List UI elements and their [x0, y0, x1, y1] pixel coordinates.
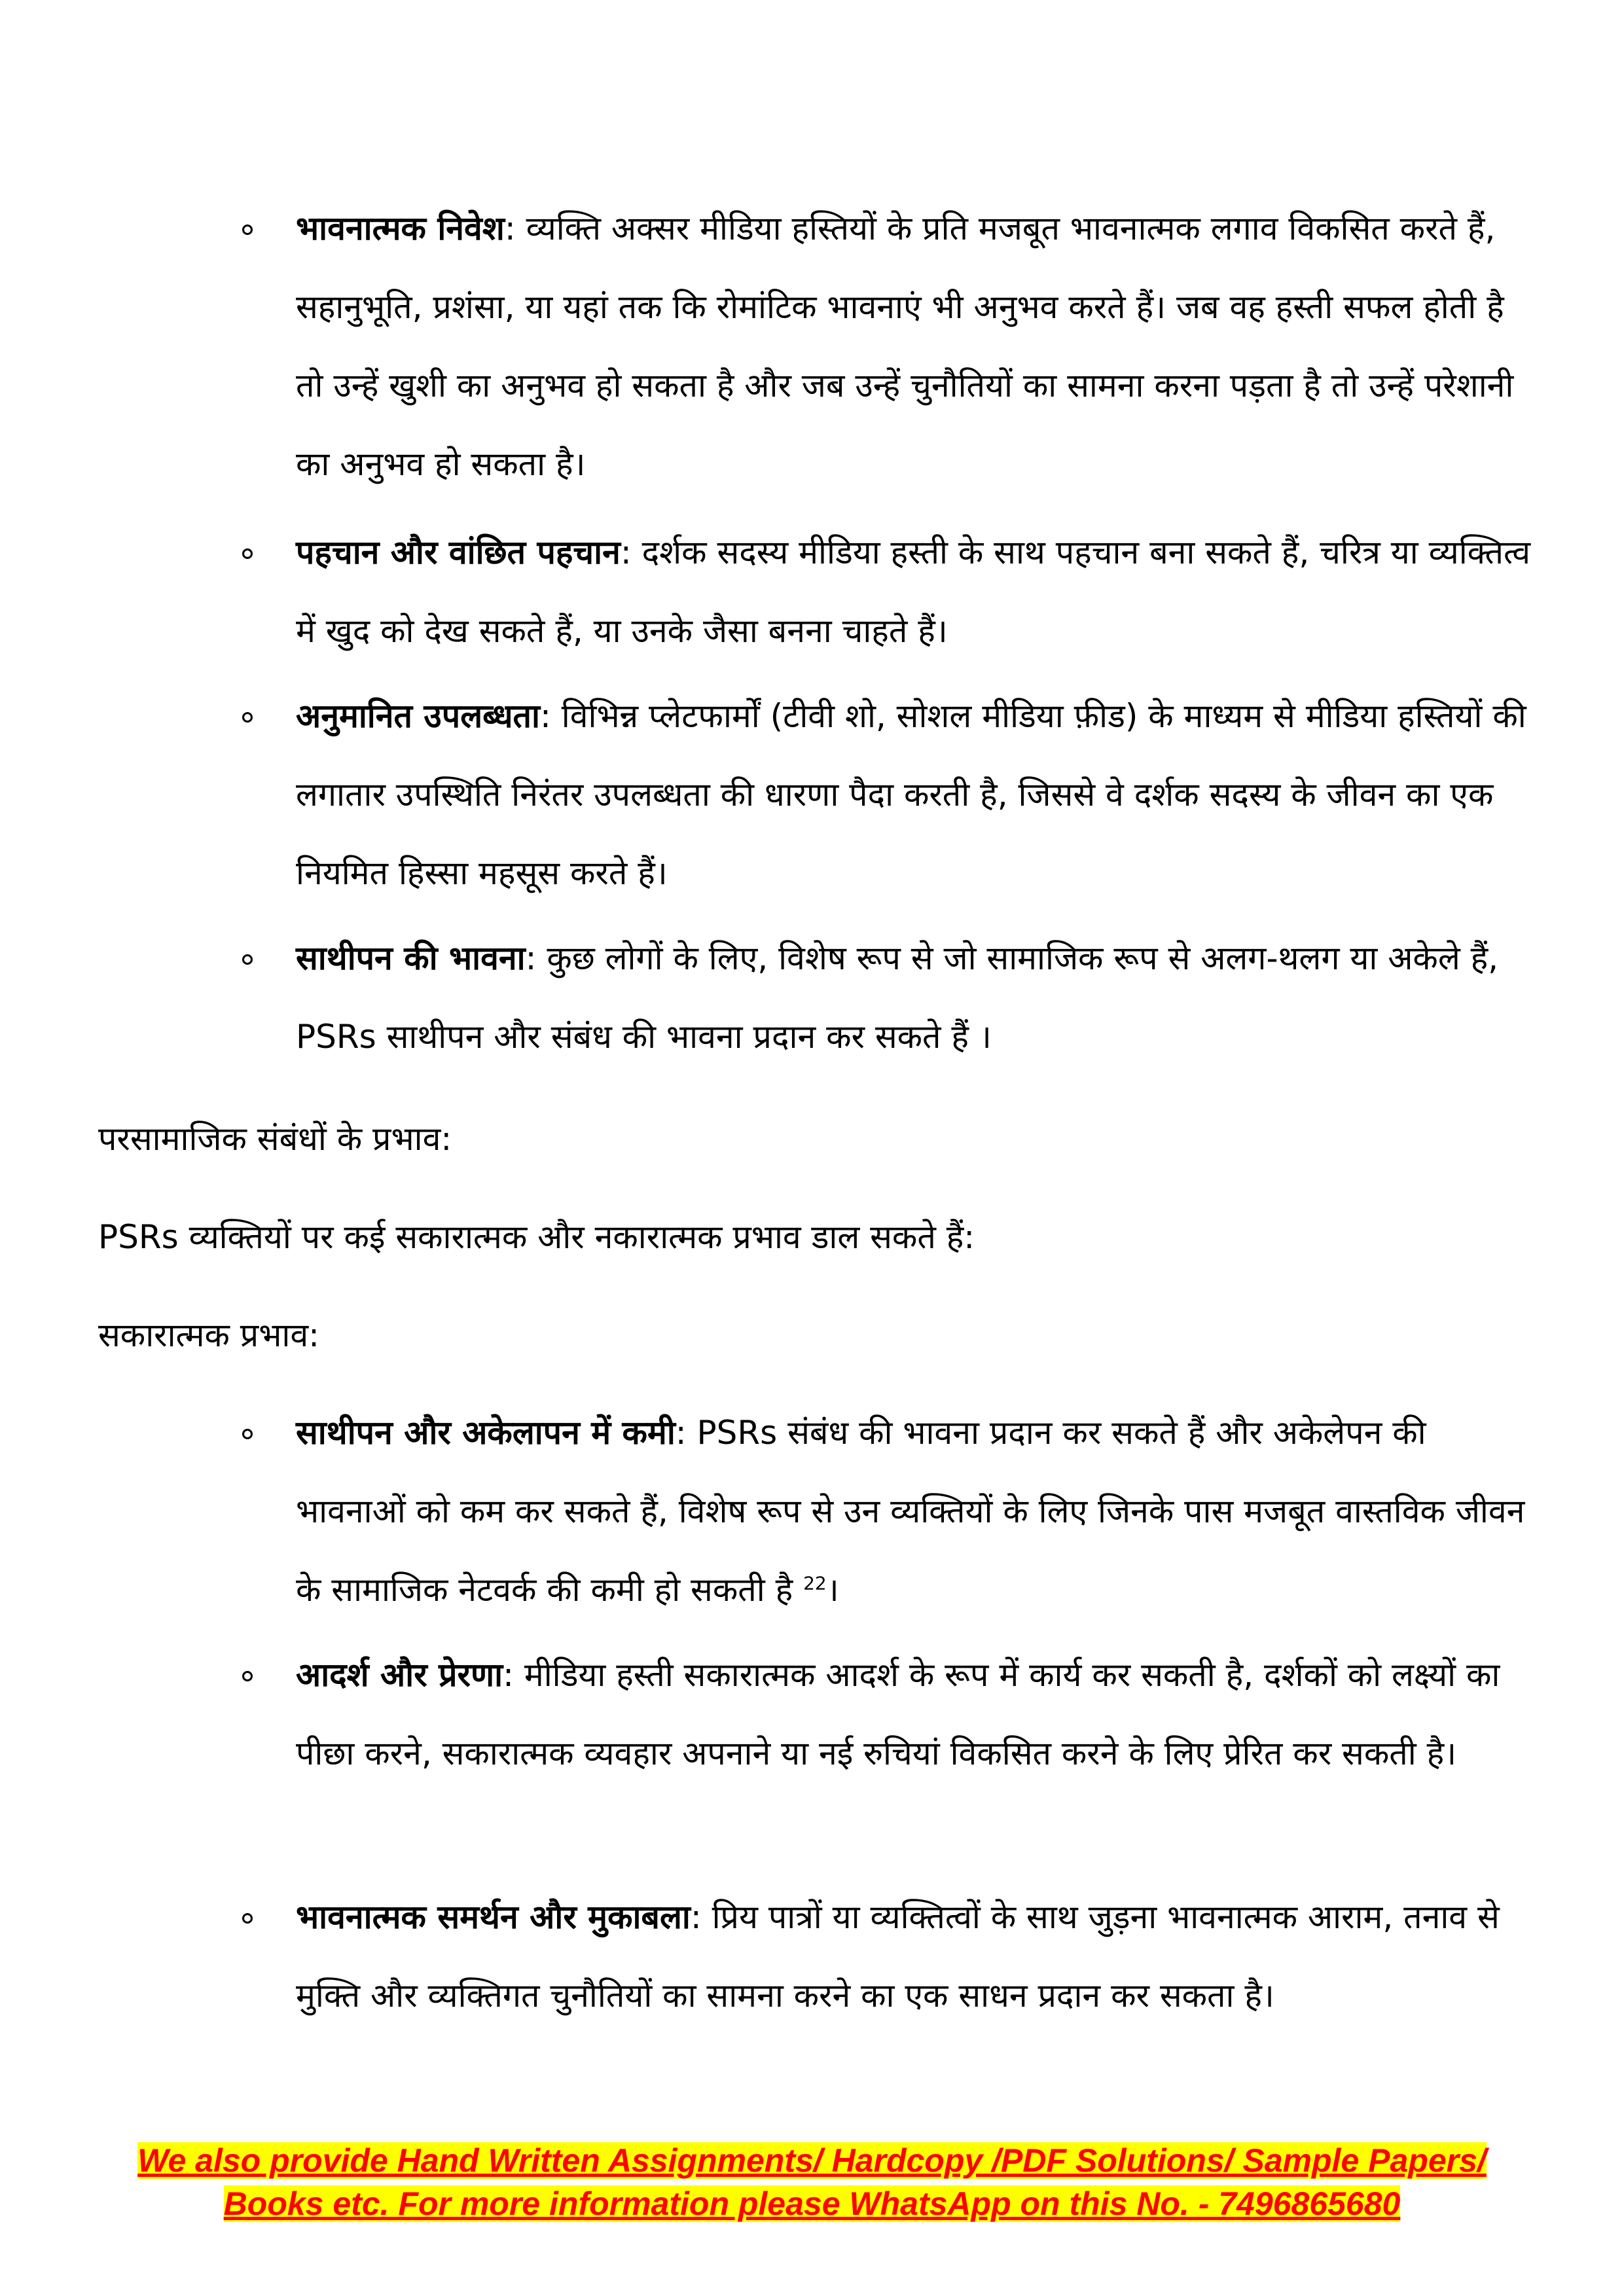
bullet-body: : कुछ लोगों के लिए, विशेष रूप से जो सामाजिक रूप से अलग-थलग या अकेले हैं, PSRs साथीपन और संबंध की भावना प्रदान कर सकते हैं ।	[296, 939, 1499, 1056]
footer-line-1: We also provide Hand Written Assignments/ Hardcopy /PDF Solutions/ Sample Papers/	[137, 2142, 1487, 2179]
heading-effects: परसामाजिक संबंधों के प्रभाव:	[98, 1120, 452, 1158]
bullet-title: आदर्श और प्रेरणा	[296, 1656, 503, 1694]
bullet-title: भावनात्मक निवेश	[296, 209, 505, 247]
bullet-body: : व्यक्ति अक्सर मीडिया हस्तियों के प्रति मजबूत भावनात्मक लगाव विकसित करते हैं, सहानुभूति, प्रशंसा, या यहां तक कि रोमांटिक भावनाएं भी अनुभव करते हैं। जब वह हस्ती सफल होती है तो उन्हें खुशी का अनुभव हो सकता है और जब उन्हें चुनौतियों का सामना करना पड़ता है तो उन्हें परेशानी का अनुभव हो सकता है।	[296, 209, 1514, 483]
bullet-body: : प्रिय पात्रों या व्यक्तित्वों के साथ जुड़ना भावनात्मक आराम, तनाव से मुक्ति और व्यक्तिगत चुनौतियों का सामना करने का एक साधन प्रदान कर सकता है।	[296, 1898, 1500, 2015]
bullet-circle-icon	[242, 548, 253, 559]
bullet-title: भावनात्मक समर्थन और मुकाबला	[296, 1898, 691, 1936]
bullet-circle-icon	[242, 1429, 253, 1439]
bullet-circle-icon	[242, 712, 253, 723]
bullet-title: पहचान और वांछित पहचान	[296, 533, 621, 571]
bullet-circle-icon	[242, 1671, 253, 1681]
intro-line: PSRs व्यक्तियों पर कई सकारात्मक और नकारात्मक प्रभाव डाल सकते हैं:	[98, 1218, 975, 1256]
bullet-title: साथीपन और अकेलापन में कमी	[296, 1414, 676, 1452]
bullet-circle-icon	[242, 954, 253, 965]
bullet-body: : मीडिया हस्ती सकारात्मक आदर्श के रूप में कार्य कर सकती है, दर्शकों को लक्ष्यों का पीछा करने, सकारात्मक व्यवहार अपनाने या नई रुचियां विकसित करने के लिए प्रेरित कर सकती है।	[296, 1656, 1500, 1772]
bullet-title: साथीपन की भावना	[296, 939, 526, 977]
bullet-body: : दर्शक सदस्य मीडिया हस्ती के साथ पहचान बना सकते हैं, चरित्र या व्यक्तित्व में खुद को देख सकते हैं, या उनके जैसा बनना चाहते हैं।	[296, 533, 1531, 650]
bullet-circle-icon	[242, 224, 253, 235]
bullet-body: : विभिन्न प्लेटफार्मों (टीवी शो, सोशल मीडिया फ़ीड) के माध्यम से मीडिया हस्तियों की लगातार उपस्थिति निरंतर उपलब्धता की धारणा पैदा करती है, जिससे वे दर्शक सदस्य के जीवन का एक नियमित हिस्सा महसूस करते हैं।	[296, 697, 1526, 892]
bullet-tail: ।	[826, 1571, 839, 1609]
footnote-ref: 22	[803, 1572, 827, 1594]
footer-line-2: Books etc. For more information please WhatsApp on this No. - 7496865680	[223, 2185, 1401, 2222]
bullet-circle-icon	[242, 1913, 253, 1924]
heading-positive-effects: सकारात्मक प्रभाव:	[98, 1316, 319, 1354]
bullet-title: अनुमानित उपलब्धता	[296, 697, 541, 735]
bullet-body: : PSRs संबंध की भावना प्रदान कर सकते हैं और अकेलेपन की भावनाओं को कम कर सकते हैं, विशेष रूप से उन व्यक्तियों के लिए जिनके पास मजबूत वास्तविक जीवन के सामाजिक नेटवर्क की कमी हो सकती है	[296, 1414, 1525, 1609]
footer-promo	[98, 2139, 1526, 2225]
